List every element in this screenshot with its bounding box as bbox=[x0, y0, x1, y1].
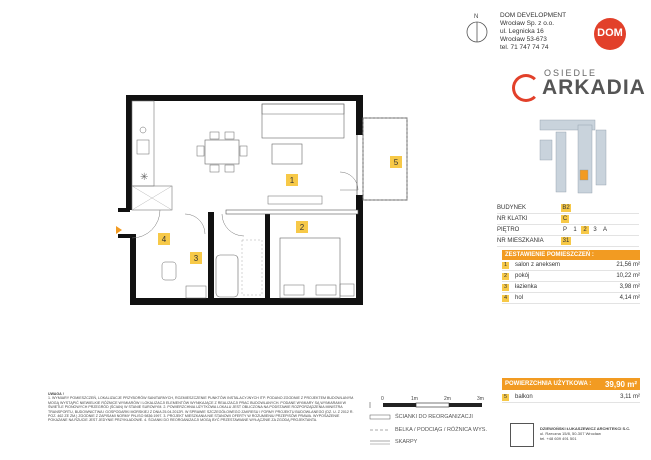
bed bbox=[280, 238, 340, 298]
architect-info: DZIEWOŃSKI ŁUKASZEWICZ ARCHITEKCI S.C. ul. Rzeczna 15/8, 50-307 Wrocław tel. +48 609 491 501 bbox=[540, 426, 631, 441]
row-budynek: BUDYNEK B2 bbox=[497, 203, 639, 214]
legend-item: ŚCIANKI DO REORGANIZACJI bbox=[395, 414, 473, 420]
developer-phone: tel. 71 747 74 74 bbox=[500, 44, 549, 51]
developer-info bbox=[500, 12, 566, 52]
developer-name: DOM DEVELOPMENT bbox=[500, 12, 567, 19]
room-row: 3 łazienka 3,98 m² bbox=[502, 282, 640, 293]
toilet bbox=[186, 286, 206, 298]
dining-table bbox=[205, 140, 239, 164]
developer-city: Wrocław 53-673 bbox=[500, 36, 547, 43]
room-row: 2 pokój 10,22 m² bbox=[502, 271, 640, 282]
room-number-5: 5 bbox=[393, 158, 399, 167]
info-table bbox=[497, 203, 639, 247]
entrance-arrow bbox=[116, 226, 122, 234]
compass-label: N bbox=[474, 14, 479, 20]
room-row: 1 salon z aneksem 21,56 m² bbox=[502, 260, 640, 271]
wall-bottom bbox=[130, 298, 363, 305]
wall-interior-3 bbox=[265, 214, 270, 302]
scale-label-0: 0 bbox=[381, 396, 384, 402]
developer-company: Wrocław Sp. z o.o. bbox=[500, 20, 555, 27]
dom-logo: DOM bbox=[594, 18, 626, 50]
notes bbox=[48, 392, 356, 452]
developer-street: ul. Legnicka 16 bbox=[500, 28, 544, 35]
wall-right-upper bbox=[356, 95, 363, 135]
tv-stand bbox=[268, 196, 322, 204]
wall-entry-stub bbox=[118, 208, 130, 212]
arkadia-mark-icon bbox=[512, 74, 540, 102]
balcony-row: 5 balkon 3,11 m² bbox=[502, 392, 640, 403]
row-pietro: PIĘTRO P 1 2 3 A bbox=[497, 225, 639, 236]
room-number-2: 2 bbox=[299, 223, 305, 232]
legend-item: BELKA / PODCIĄG / RÓŻNICA WYS. bbox=[395, 427, 487, 433]
scale-bar bbox=[383, 403, 482, 407]
row-klatka: NR KLATKI C bbox=[497, 214, 639, 225]
room-row: 4 hol 4,14 m² bbox=[502, 293, 640, 304]
brand-name: ARKADIA bbox=[542, 76, 646, 99]
notes-text: 1. WYMIARY POMIESZCZEŃ, LOKALIZACJE PRZYBORÓW SANITARNYCH, ROZMIESZCZENIE PUNKTÓW INSTALACYJNYCH ITP. PODANO ZGODNIE Z PROJEKTEM BUDOWLANYM. MOGĄ WYSTĄPIĆ NIEWIELKIE RÓŻNICE WYMIARÓW I LOKALIZACJI ELEMENTÓW WYNIKAJĄCE Z REALIZACJI PRAC BUDOWLANYCH. PODANE WYMIARY SĄ WYMIARAMI W ŚWIETLE PIONOWYCH PRZEGRÓD (ŚCIAN) W STANIE SUROWYM. 2. POWIERZCHNIA UŻYTKOWA LOKALU JEST OBLICZONA NA PODSTAWIE ROZPORZĄDZENIA MINISTRA TRANSPORTU, BUDOWNICTWA I GOSPODARKI MORSKIEJ Z DNIA 25.04.2012R. W SPRAWIE SZCZEGÓŁOWEGO ZAKRESU I FORMY PROJEKTU BUDOWLANEGO (DZ. U. Z 2012 R. POZ. 462 ZE ZM.) ZGODNIE Z ZAPISAMI NORMY PN-ISO 9836:1997. 3. PROJEKT MIESZKANIA NIE STANOWI OFERTY W ROZUMIENIU PRZEPISÓW PRAWA. WYPOSAŻENIE POKAZANE NA RZUCIE JEST JEDYNIE PRZYKŁADOWE. 4. ŚCIANKI DO REORGANIZACJI MOGĄ BYĆ PRZESTAWIANE WYŁĄCZNIE ZA ZGODĄ PROJEKTANTA. bbox=[48, 396, 355, 423]
svg-text:✳: ✳ bbox=[140, 172, 149, 183]
partition-wall bbox=[226, 210, 358, 214]
scale-label-2: 2m bbox=[444, 396, 451, 402]
row-mieszkanie: NR MIESZKANIA 31 bbox=[497, 236, 639, 247]
sofa bbox=[262, 104, 344, 138]
architect-logo-icon bbox=[510, 423, 534, 447]
washbasin bbox=[162, 262, 176, 280]
room-number-3: 3 bbox=[193, 254, 199, 263]
bathtub bbox=[216, 255, 238, 297]
scale-label-3: 3m bbox=[477, 396, 484, 402]
room-number-4: 4 bbox=[161, 235, 167, 244]
legend-item: SKARPY bbox=[395, 439, 418, 445]
brand-top: OSIEDLE bbox=[544, 68, 598, 78]
usable-area: POWIERZCHNIA UŻYTKOWA : 39,90 m² bbox=[502, 378, 640, 390]
rooms-header: ZESTAWIENIE POMIESZCZEŃ : bbox=[502, 250, 640, 260]
wall-interior-2 bbox=[208, 246, 214, 301]
coffee-table bbox=[272, 144, 302, 164]
scale-label-1: 1m bbox=[411, 396, 418, 402]
wall-entry-stub2 bbox=[118, 234, 136, 238]
rooms-summary bbox=[502, 250, 640, 304]
wall-left-lower bbox=[130, 234, 136, 304]
wall-top bbox=[126, 95, 363, 101]
room-number-1: 1 bbox=[289, 176, 295, 185]
site-map bbox=[540, 120, 606, 193]
notes-title: UWAGA ! bbox=[48, 392, 64, 396]
wall-left-upper bbox=[126, 95, 132, 210]
